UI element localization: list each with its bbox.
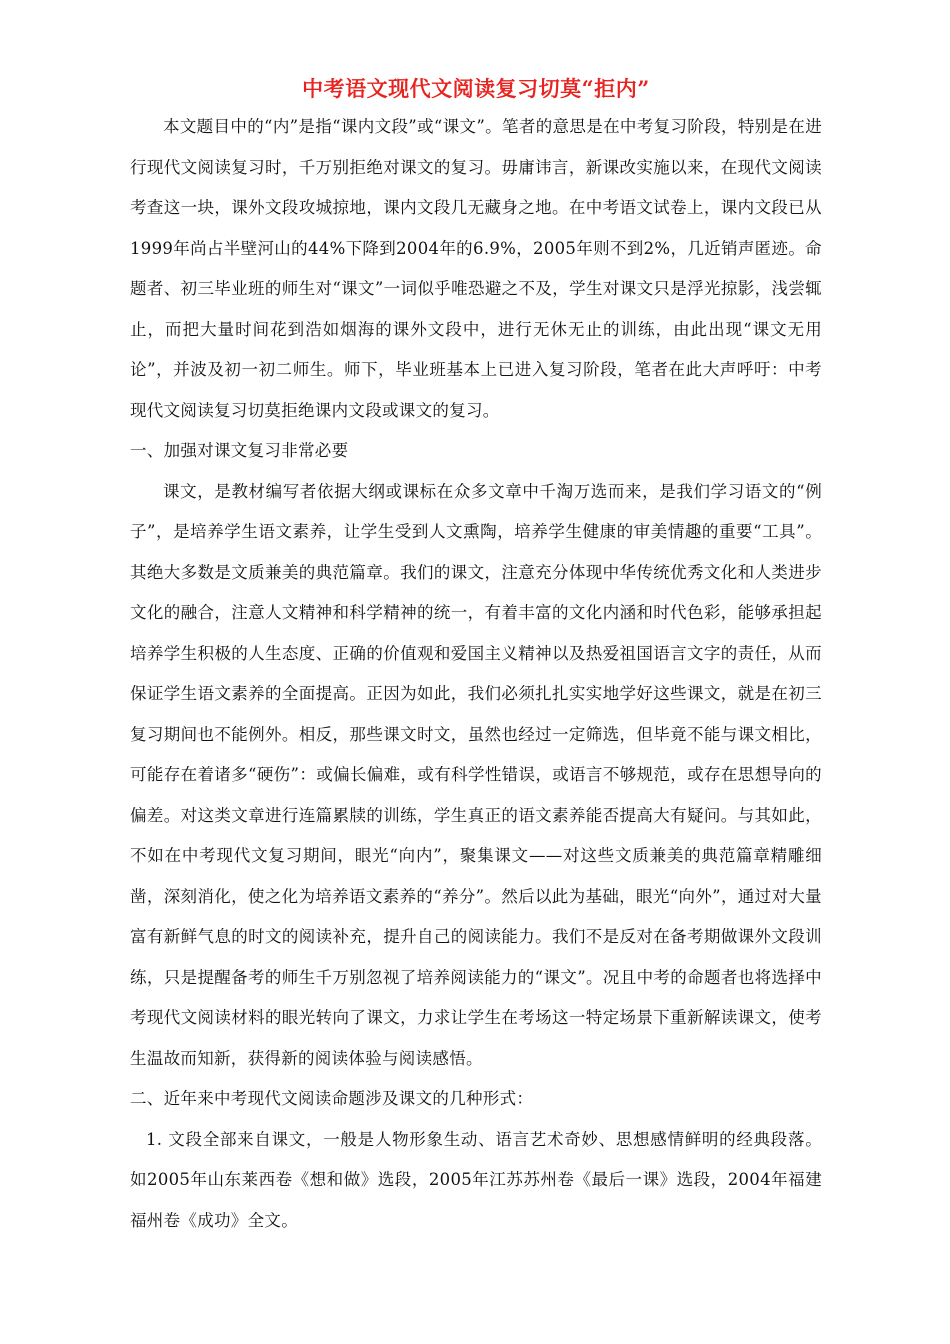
intro-paragraph: 本文题目中的“内”是指“课内文段”或“课文”。笔者的意思是在中考复习阶段，特别是在进行现代文阅读复习时，千万别拒绝对课文的复习。毋庸讳言，新课改实施以来，在现代文阅读考查这一块，课外文段攻城掠地，课内文段几无藏身之地。在中考语文试卷上，课内文段已从1999年尚占半壁河山的44%下降到2004年的6.9%，2005年则不到2%，几近销声匿迹。命题者、初三毕业班的师生对“课文”一词似乎唯恐避之不及，学生对课文只是浮光掠影，浅尝辄止，而把大量时间花到浩如烟海的课外文段中，进行无休无止的训练，由此出现“课文无用论”，并波及初一初二师生。师下，毕业班基本上已进入复习阶段，笔者在此大声呼吁：中考现代文阅读复习切莫拒绝课内文段或课文的复习。 — [130, 117, 822, 420]
section-heading-2: 二、近年来中考现代文阅读命题涉及课文的几种形式： — [130, 1089, 534, 1108]
document-page — [130, 74, 822, 1241]
section-1-paragraph: 课文，是教材编写者依据大纲或课标在众多文章中千淘万选而来，是我们学习语文的“例子”，是培养学生语文素养，让学生受到人文熏陶，培养学生健康的审美情趣的重要“工具”。其绝大多数是文质兼美的典范篇章。我们的课文，注意充分体现中华传统优秀文化和人类进步文化的融合，注意人文精神和科学精神的统一，有着丰富的文化内涵和时代色彩，能够承担起培养学生积极的人生态度、正确的价值观和爱国主义精神以及热爱祖国语言文字的责任，从而保证学生语文素养的全面提高。正因为如此，我们必须扎扎实实地学好这些课文，就是在初三复习期间也不能例外。相反，那些课文时文，虽然也经过一定筛选，但毕竟不能与课文相比，可能存在着诸多“硬伤”：或偏长偏难，或有科学性错误，或语言不够规范，或存在思想导向的偏差。对这类文章进行连篇累牍的训练，学生真正的语文素养能否提高大有疑问。与其如此，不如在中考现代文复习期间，眼光“向内”，聚集课文——对这些文质兼美的典范篇章精雕细凿，深刻消化，使之化为培养语文素养的“养分”。然后以此为基础，眼光“向外”，通过对大量富有新鲜气息的时文的阅读补充，提升自己的阅读能力。我们不是反对在备考期做课外文段训练，只是提醒备考的师生千万别忽视了培养阅读能力的“课文”。况且中考的命题者也将选择中考现代文阅读材料的眼光转向了课文，力求让学生在考场这一特定场景下重新解读课文，使考生温故而知新，获得新的阅读体验与阅读感悟。 — [130, 481, 822, 1068]
list-item-1: 1. 文段全部来自课文，一般是人物形象生动、语言艺术奇妙、思想感情鲜明的经典段落。如2005年山东莱西卷《想和做》选段，2005年江苏苏州卷《最后一课》选段，2004年福建福州卷《成功》全文。 — [130, 1129, 822, 1230]
section-heading-1: 一、加强对课文复习非常必要 — [130, 441, 349, 460]
document-title: 中考语文现代文阅读复习切莫“拒内” — [302, 76, 650, 101]
